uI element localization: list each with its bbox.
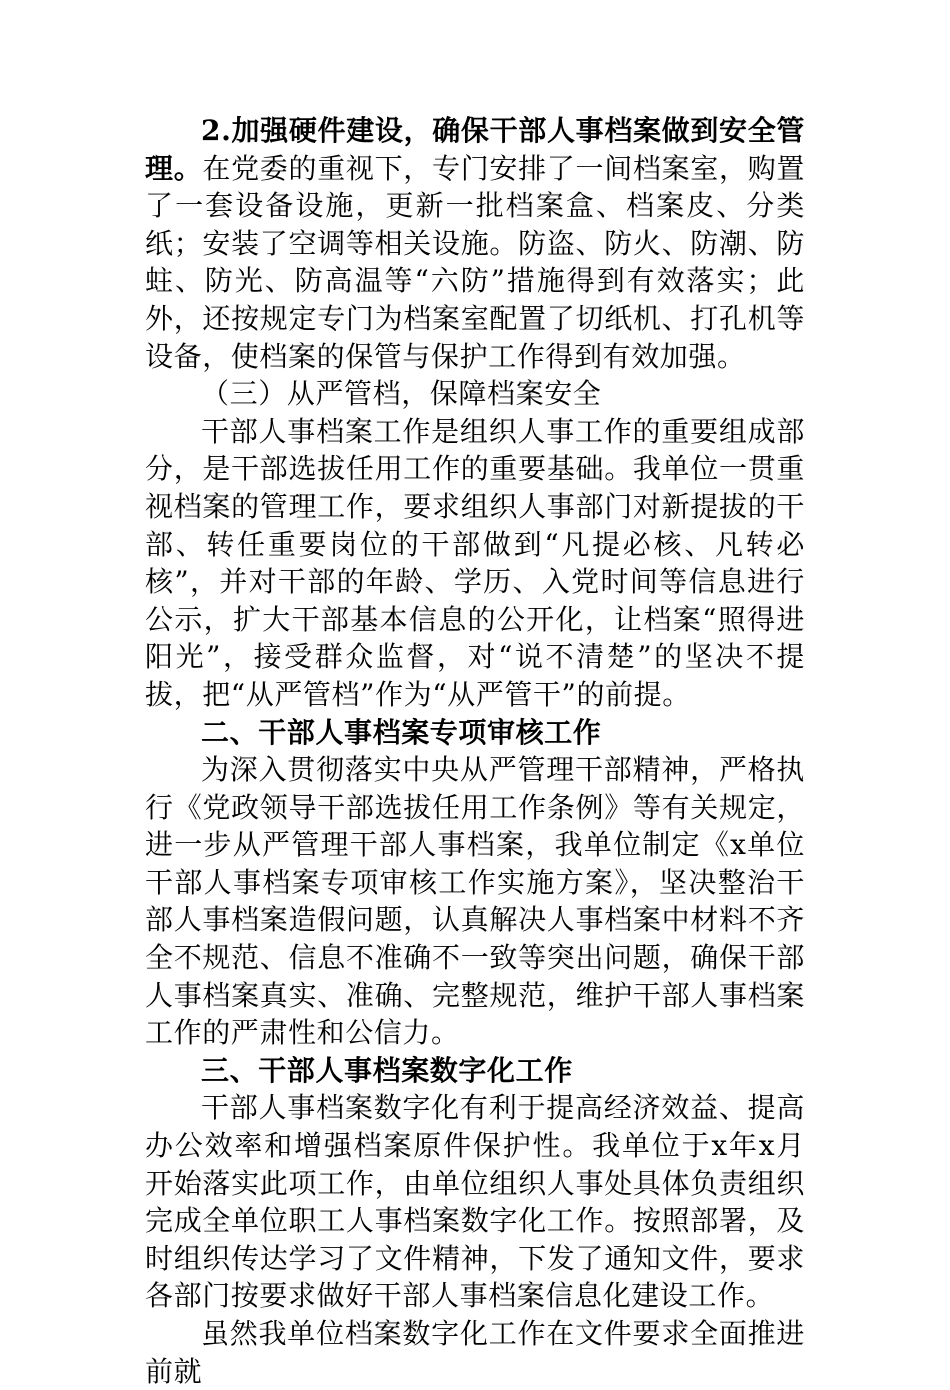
paragraph-lead-bold: 2.加强硬件建设，确保干部人事档案做到安全管理。 (145, 114, 805, 185)
sub-heading-strict: （三）从严管档，保障档案安全 (201, 377, 602, 411)
section-heading-audit: 二、干部人事档案专项审核工作 (201, 715, 602, 749)
paragraph-hardware (145, 112, 805, 375)
document-page (145, 112, 805, 1390)
paragraph-strict: 干部人事档案工作是组织人事工作的重要组成部分，是干部选拔任用工作的重要基础。我单位一贯重视档案的管理工作，要求组织人事部门对新提拔的干部、转任重要岗位的干部做到“凡提必核、凡转必核”，并对干部的年龄、学历、入党时间等信息进行公示，扩大干部基本信息的公开化，让档案“照得进阳光”，接受群众监督，对“说不清楚”的坚决不提拔，把“从严管档”作为“从严管干”的前提。 (145, 414, 805, 711)
section-heading-digital: 三、干部人事档案数字化工作 (201, 1053, 573, 1087)
paragraph-audit: 为深入贯彻落实中央从严管理干部精神，严格执行《党政领导干部选拔任用工作条例》等有关规定，进一步从严管理干部人事档案，我单位制定《x单位干部人事档案专项审核工作实施方案》，坚决整治干部人事档案造假问题，认真解决人事档案中材料不齐全不规范、信息不准确不一致等突出问题，确保干部人事档案真实、准确、完整规范，维护干部人事档案工作的严肃性和公信力。 (145, 753, 805, 1050)
paragraph-digital: 干部人事档案数字化有利于提高经济效益、提高办公效率和增强档案原件保护性。我单位于x年x月开始落实此项工作，由单位组织人事处具体负责组织完成全单位职工人事档案数字化工作。按照部署，及时组织传达学习了文件精神，下发了通知文件，要求各部门按要求做好干部人事档案信息化建设工作。 (145, 1091, 805, 1313)
paragraph-last: 虽然我单位档案数字化工作在文件要求全面推进前就 (145, 1317, 805, 1388)
paragraph-body: 在党委的重视下，专门安排了一间档案室，购置了一套设备设施，更新一批档案盒、档案皮、分类纸；安装了空调等相关设施。防盗、防火、防潮、防蛀、防光、防高温等“六防”措施得到有效落实；此外，还按规定专门为档案室配置了切纸机、打孔机等设备，使档案的保管与保护工作得到有效加强。 (145, 151, 805, 373)
